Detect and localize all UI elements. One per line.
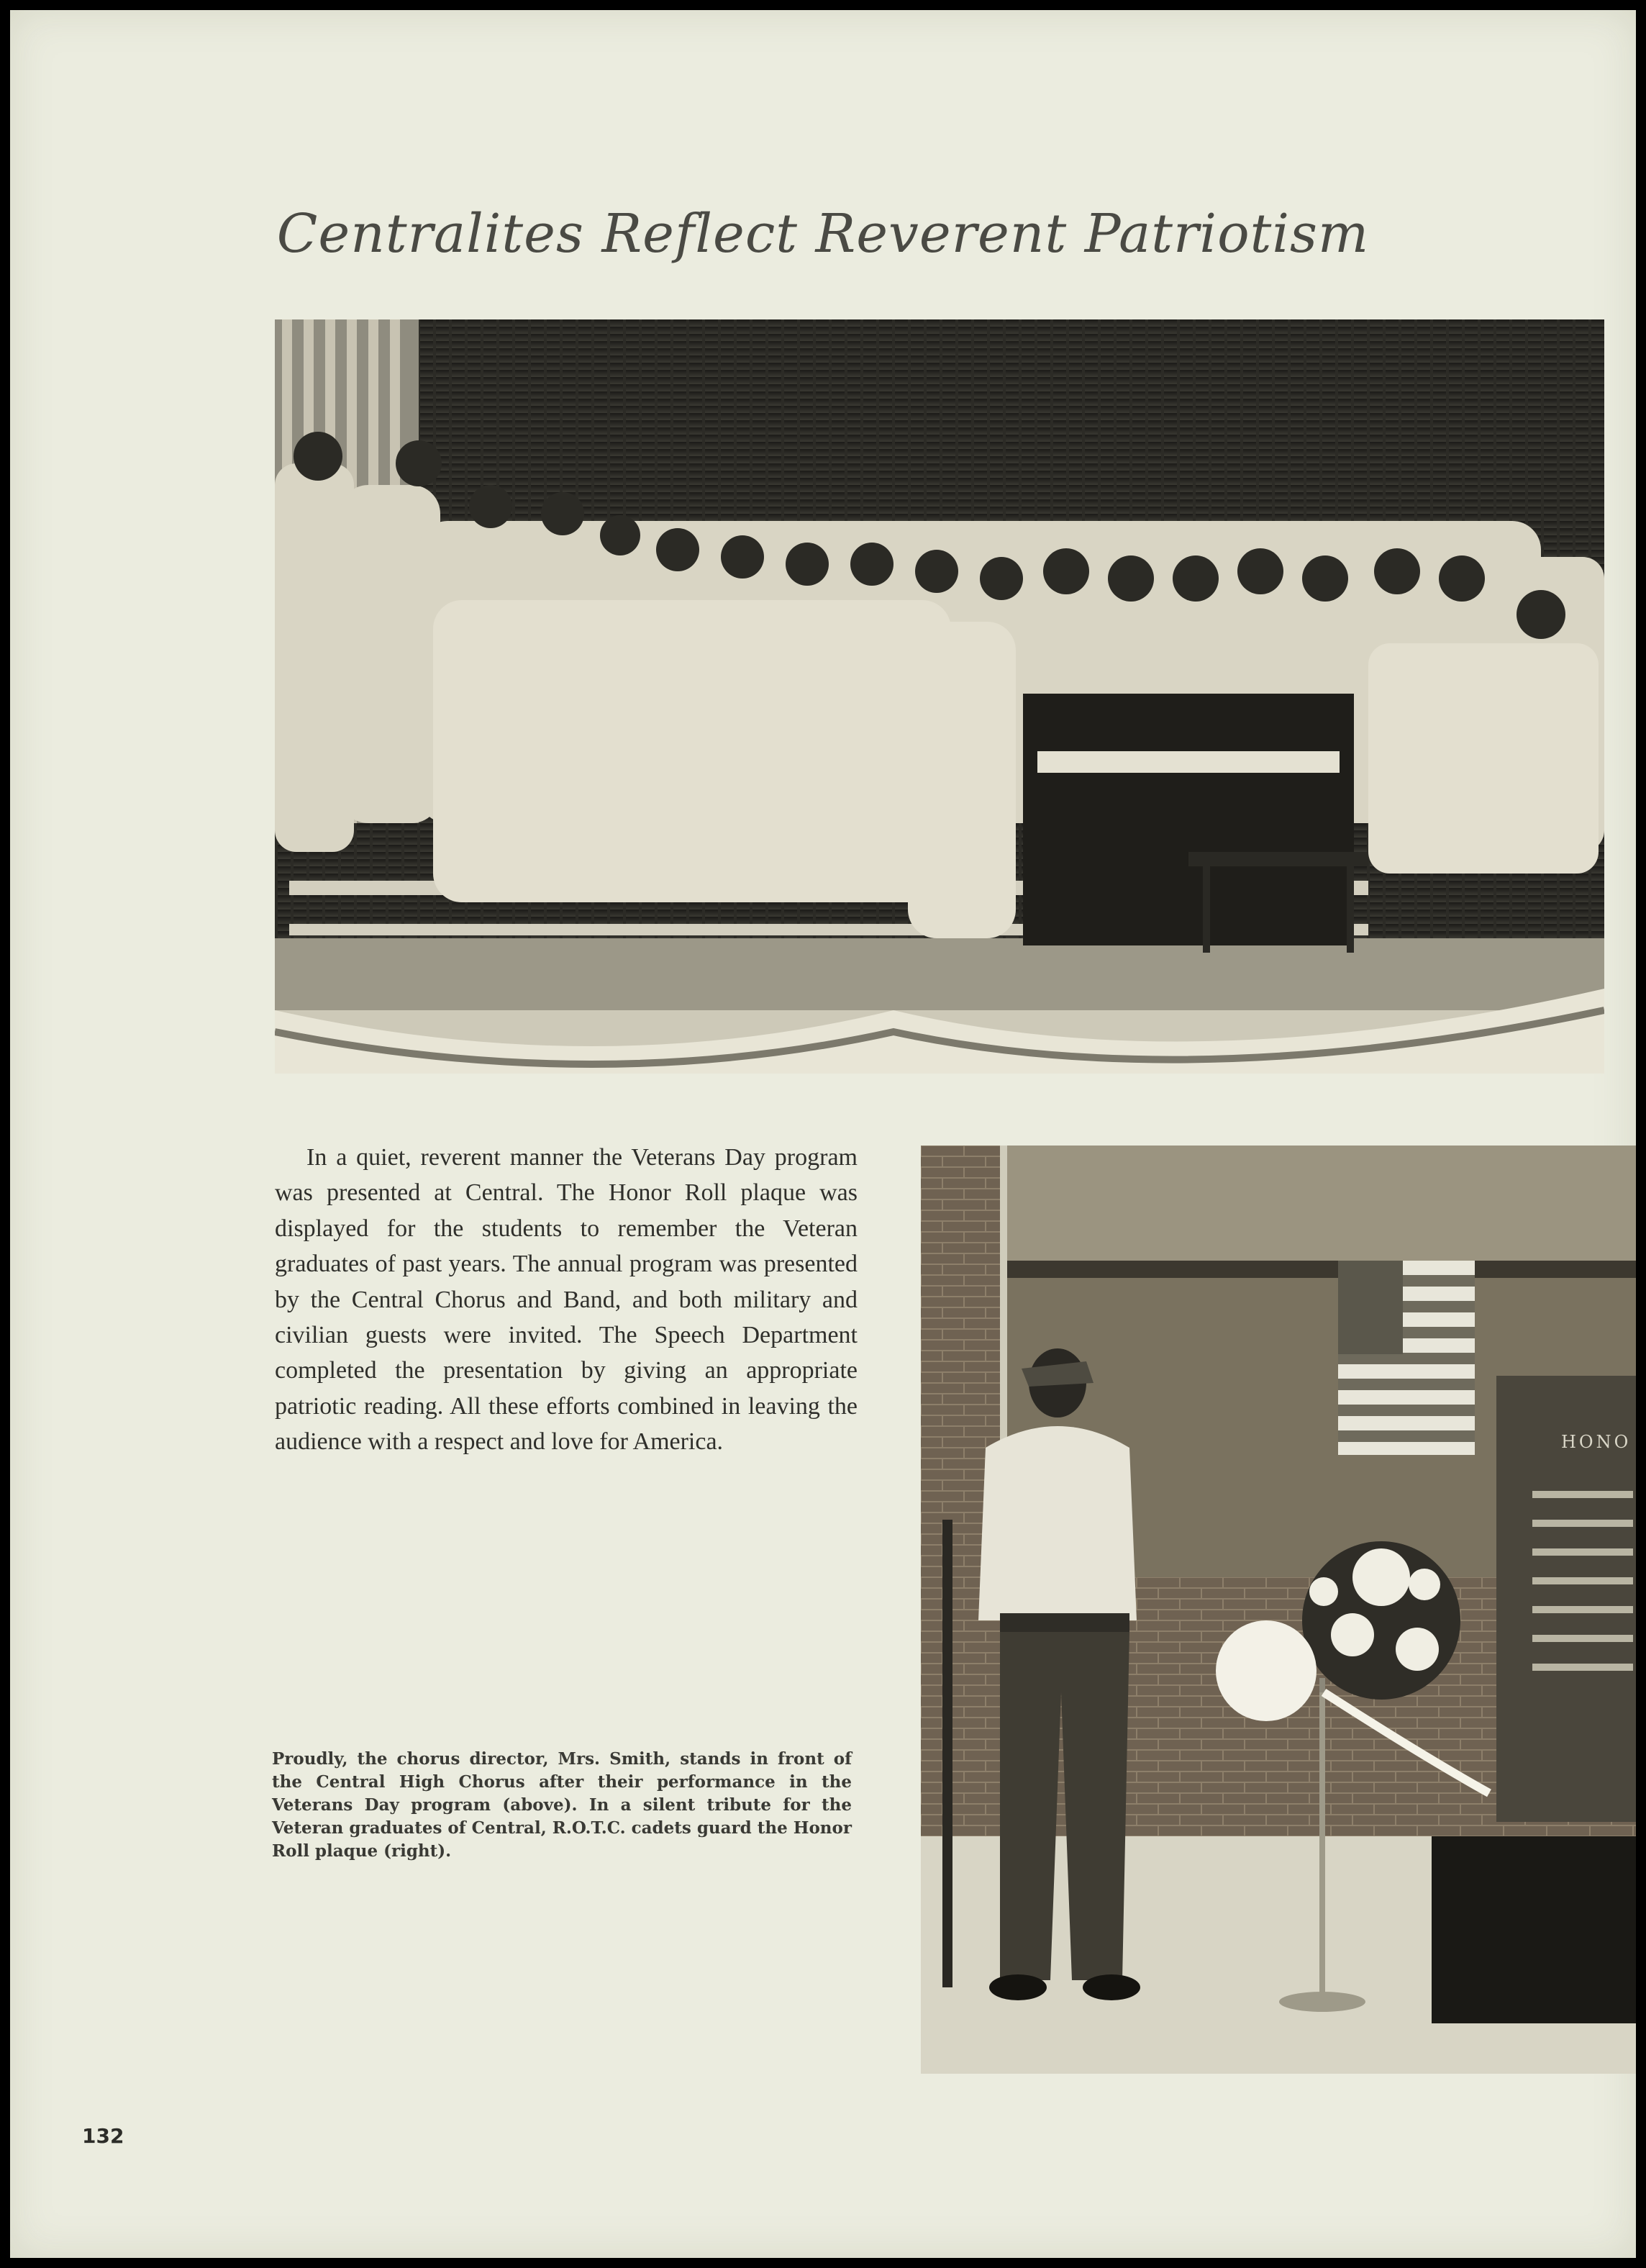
plaque-text: HONO (1561, 1432, 1632, 1452)
page-number: 132 (82, 2124, 124, 2148)
rotc-guard-photo (921, 1146, 1636, 2074)
yearbook-page (10, 10, 1636, 2258)
chorus-photo (275, 319, 1604, 1074)
page-title: Centralites Reflect Reverent Patriotism (276, 203, 1370, 265)
article-body: In a quiet, reverent manner the Veterans Day program was presented at Central. The Honor Roll plaque was displayed for the students to remember the Veteran graduates of past years. The annual program was presented by the Central Chorus and Band, and both military and civilian guests were invited. The Speech Department completed the presentation by giving an appropriate patriotic reading. All these efforts combined in leaving the audience with a respect and love for America. (275, 1144, 858, 1456)
photo-caption: Proudly, the chorus director, Mrs. Smith, stands in front of the Central High Chorus after their performance in the Veterans Day program (above). In a silent tribute for the Veteran graduates of Central, R.O.T.C. cadets guard the Honor Roll plaque (right). (272, 1749, 852, 1861)
